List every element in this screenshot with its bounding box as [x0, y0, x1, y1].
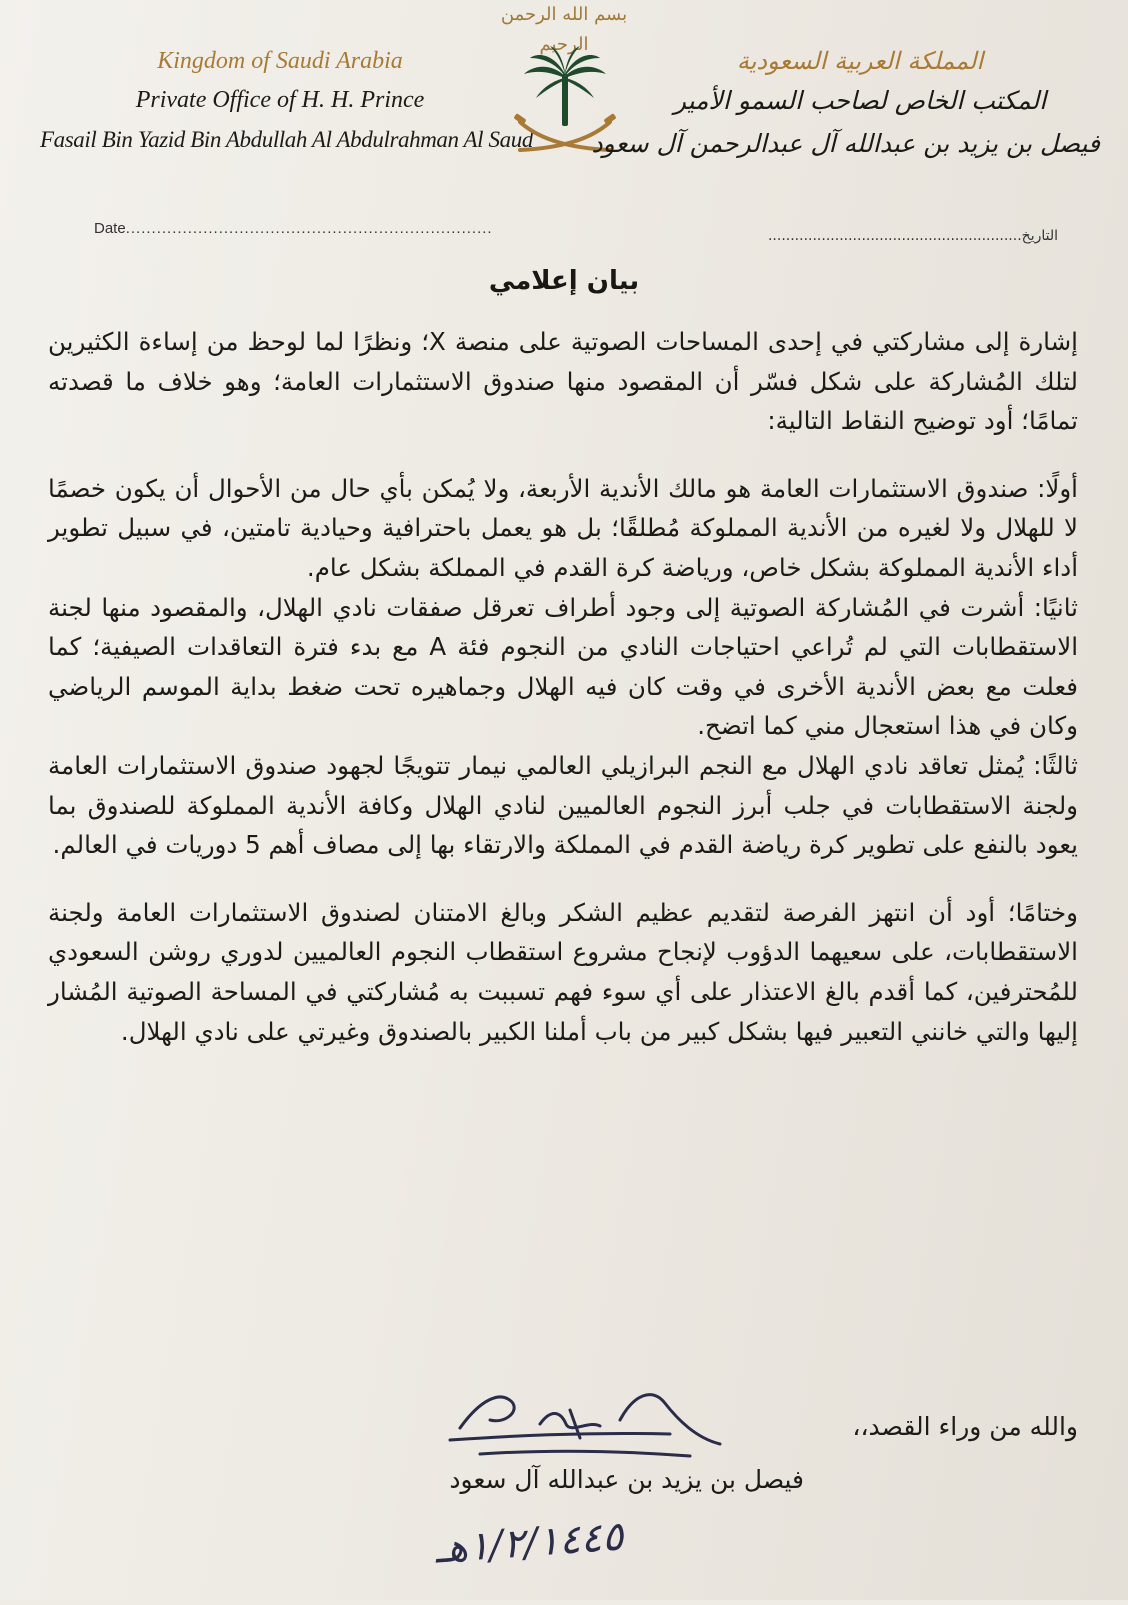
letterhead-english	[40, 42, 533, 160]
basmala: بسم الله الرحمن الرحيم	[500, 4, 628, 55]
handwritten-signature	[420, 1380, 750, 1470]
letterhead-arabic	[591, 42, 1100, 166]
date-field-english: Date.......................................................................	[94, 220, 493, 237]
paragraph-second: ثانيًا: أشرت في المُشاركة الصوتية إلى وجود أطراف تعرقل صفقات نادي الهلال، والمقصود منها لجنة الاستقطابات التي لم تُراعي احتياجات النادي من النجوم فئة A مع بدء فترة التعاقدات الصيفية؛ كما فعلت مع بعض الأندية الأخرى في وقت كان فيه الهلال وجماهيره تحت ضغط بداية الموسم الرياضي وكان في هذا استعجال مني كما اتضح.	[48, 592, 1078, 741]
paragraph-closing: وختامًا؛ أود أن انتهز الفرصة لتقديم عظيم الشكر وبالغ الامتنان لصندوق الاستثمارات العامة ولجنة الاستقطابات، على سعيهما الدؤوب لإنجاح مشروع استقطاب النجوم العالميين لدوري روشن السعودي للمُحترفين، كما أقدم بالغ الاعتذار على أي سوء فهم تسببت به مُشاركتي في المساحة الصوتية المُشار إليها والتي خانني التعبير فيها بشكل كبير من باب أملنا الكبير بالصندوق وغيرتي على نادي الهلال.	[48, 897, 1078, 1046]
date-label-english: Date	[94, 220, 126, 237]
letterhead-en-office: Private Office of H. H. Prince	[135, 87, 425, 113]
date-field-arabic: التاريخ.........................................................	[767, 228, 1058, 244]
paragraph-first: أولًا: صندوق الاستثمارات العامة هو مالك الأندية الأربعة، ولا يُمكن بأي حال من الأحوال أن يكون خصمًا لا للهلال ولا لغيره من الأندية المملوكة مُطلقًا؛ بل هو يعمل باحترافية وحيادية تامتين، في سبيل تطوير أداء الأندية المملوكة بشكل خاص، ورياضة كرة القدم في المملكة بشكل عام.	[48, 473, 1078, 582]
letterhead-ar-office: المكتب الخاص لصاحب السمو الأمير	[673, 86, 1047, 115]
statement-title: بيان إعلامي	[488, 266, 640, 296]
letterhead-ar-kingdom: المملكة العربية السعودية	[736, 47, 984, 75]
handwritten-hijri-date: ١/٢/١٤٤٥هـ	[433, 1513, 625, 1573]
letterhead-en-prince: Fasail Bin Yazid Bin Abdullah Al Abdulrahman Al Saud	[40, 127, 533, 152]
closing-line: والله من وراء القصد،،	[852, 1412, 1078, 1441]
date-label-arabic: التاريخ	[1021, 228, 1058, 244]
paragraph-intro: إشارة إلى مشاركتي في إحدى المساحات الصوتية على منصة X؛ ونظرًا لما لوحظ من إساءة الكثيرين لتلك المُشاركة على شكل فسّر أن المقصود منها صندوق الاستثمارات العامة؛ وهو خلاف ما قصدته تمامًا؛ أود توضيح النقاط التالية:	[48, 327, 1078, 436]
statement-body	[48, 322, 1078, 1051]
letterhead-en-kingdom: Kingdom of Saudi Arabia	[157, 48, 403, 74]
letterhead-ar-prince: فيصل بن يزيد بن عبدالله آل عبدالرحمن آل سعود	[591, 129, 1100, 158]
paragraph-third: ثالثًا: يُمثل تعاقد نادي الهلال مع النجم البرازيلي العالمي نيمار تتويجًا لجهود صندوق الاستثمارات العامة ولجنة الاستقطابات في جلب أبرز النجوم العالميين لنادي الهلال وكافة الأندية المملوكة للصندوق بما يعود بالنفع على تطوير كرة رياضة القدم في المملكة والارتقاء بها إلى مصاف أهم 5 دوريات في العالم.	[48, 750, 1078, 860]
signer-name: فيصل بن يزيد بن عبدالله آل سعود	[449, 1465, 804, 1494]
